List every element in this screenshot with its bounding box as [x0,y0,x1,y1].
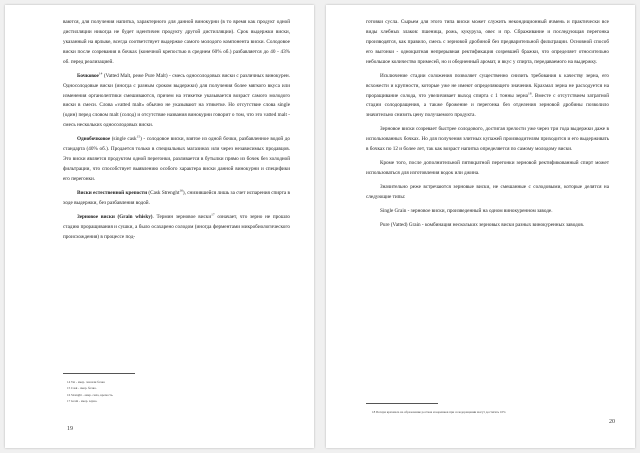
footnote-ref-16: 16 [179,188,183,193]
left-page-number: 19 [67,426,73,432]
term-single-cask: Однобочковое [77,136,111,143]
right-paragraph-3: Зерновое виски созревает быстрее солодового, достигая зрелости уже через три года выдержки даже в использованных бочках. Но для получения элитных купажей производителям приходится и его выдерживать в бочках по 12 и более лет, так как возраст напитка определяется по самому молодому виски. [366,126,609,153]
right-page-number: 20 [609,419,615,425]
left-paragraph-4-text: ), снизившейся лишь за счет испарения спирта в ходе выдержки, без разбавления водой. [63,190,290,206]
footnote-ref-18: 18 [527,90,532,95]
left-paragraph-2-text: (Vatted Malt, реже Pure Malt) - смесь односолодовых виски с различных винокурен. Односолодовые виски (иногда с разным сроком выдержки) для получения более мягкого вкуса или изменения органолептики смешиваются, причем на этикетке указывается возраст самого молодого виски в смеси. Слова «vatted malt» обычно не указывают на этикетке. Но отсутствие слова single (один) перед словом malt (солод) и отсутствие названия винокурни говорит о том, что это vatted malt - смесь нескольких односолодовых виски. [63,72,290,129]
right-footnote-rule [366,403,438,404]
left-page [5,5,314,448]
left-footnotes [67,379,267,405]
footnote-ref-17: 17 [211,212,215,217]
left-paragraph-3-pre: (single cask [110,136,137,143]
left-footnote-rule [63,373,135,374]
term-cask-strength: Виски естественной крепости [77,190,148,197]
left-paragraph-4 [63,189,290,209]
right-page [326,5,635,448]
right-paragraph-7: Pure (Vatted) Grain - комбинация нескольких зерновых виски разных винокуренных заводов. [380,222,585,229]
right-paragraph-1: готовки сусла. Сырьем для этого типа виски может служить некондиционный ячмень и практически все виды хлебных злаков: пшеница, рожь, кукуруза, овес и пр. Сбраживание и последующая перегонка производятся, как правило, смесь с зерновой дробиной без предварительной фильтрации. Основной способ его выгонки - однократная непрерывная ректификация созревшей бражки, что определяет относительно небольшое количество примесей, но и обедненный аромат, и вкус у спирта, передаваемого на выдержку. [366,19,609,65]
right-paragraph-6: Single Grain - зерновое виски, произведенный на одном винокуренном заводе. [380,208,553,215]
left-paragraph-1: ваются, для получения напитка, характерного для данной винокурни (в то время как продукт одной дистилляции никогда не будет идентичен продукту другой дистилляции). Срок выдержки виски, указанный на ярлыке, всегда соответствует выдержке самого молодого компонента виски. Солодовое виски после созревания в бочках (конечной крепостью в среднем 60% об.) разбавляется до 40 - 43% об. перед реализацией. [63,19,290,65]
right-paragraph-4: Кроме того, после дополнительной пятикратной перегонки зерновой ректификованный спирт может использоваться для изготовления водок или джина. [366,160,609,177]
right-footnotes [372,409,612,415]
term-grain-whisky: Зерновое виски (Grain whisky) [77,214,153,221]
left-paragraph-4-pre: (Cask Strenght [147,190,180,197]
left-paragraph-5-text: означает, что зерно не прошло стадию проращивания и сушки, а было осахарено солодом (иногда ферментами микробиологического происхождения) в процессе под- [63,214,290,240]
left-paragraph-5-pre: . Термин зерновое виски [152,214,212,221]
right-paragraph-2 [366,72,609,122]
left-page-content [63,18,290,247]
footnote-17: 17 Grain - амер. зерно. [67,399,98,404]
footnote-15: 15 Cask - амер. бочка. [67,386,97,391]
term-vatted: Бочковое [77,72,99,79]
right-paragraph-2-pre: Исключение стадии соложения позволяет существенно снизить требования к качеству зерна, его всхожести и крупности, которые уже не имеют определяющего значения. Крахмал зерна не расходуется на проращивание солода, что увеличивает выход спирта с 1 тонны зерна [366,72,609,99]
left-paragraph-3 [63,135,290,185]
footnote-ref-14: 14 [98,70,103,75]
right-paragraph-2-text: . Вместе с отсутствием затратной стадии солодоращения, а также брожение и перегонка без отделения зерновой дробины позволило значительно снизить цену получаемого продукта. [366,92,609,119]
left-paragraph-2 [63,72,290,131]
right-paragraph-5: Значительно реже встречаются зерновые виски, не смешанные с солодовыми, которые делятся на следующие типы: [366,184,609,201]
footnote-18: 18 Потери крахмала на образование ростков и корешков при солодоращении могут достигать 10% [372,410,506,414]
footnote-ref-15: 15 [136,134,141,139]
footnote-16: 16 Strenght - амер. сила, крепость. [67,392,114,397]
right-page-content [366,18,609,236]
left-paragraph-5 [63,213,290,243]
left-paragraph-3-text: ) - солодовое виски, взятое из одной бочки, разбавленное водой до стандарта (40% об.). Продается только в специальных магазинах или через независимых продавцов. Это виски является продуктом одной перегонки, разливается в бутылки прямо из бочек без холодной фильтрации, что способствует выявлению особого характера виски данной винокурни и специфики его перегонки. [63,136,291,182]
footnote-14: 14 Vat - амер. чан или бочка [67,380,105,384]
